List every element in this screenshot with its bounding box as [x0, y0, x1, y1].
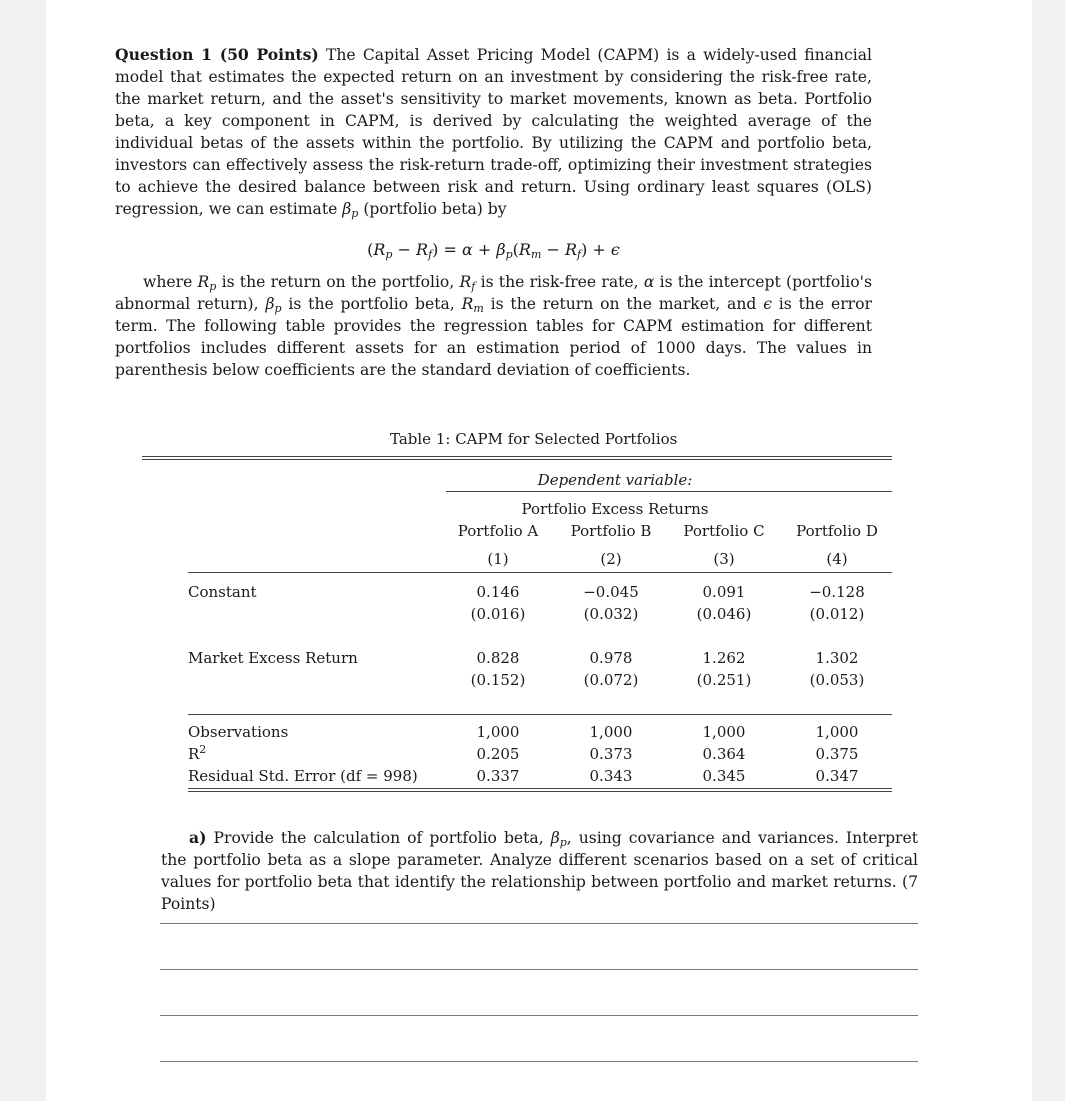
market-se-d: (0.053) [809, 671, 865, 689]
bp-symbol [265, 295, 281, 313]
where-6: is the return on the market, and [490, 295, 757, 313]
eq-r3: R [518, 240, 531, 259]
part-a-beta: β [550, 829, 560, 847]
rf-symbol [460, 273, 476, 291]
dependent-variable-label: Dependent variable: [537, 471, 693, 489]
eq-minus: − [392, 240, 417, 259]
rse-a: 0.337 [476, 767, 520, 785]
r2-b: 0.373 [589, 745, 633, 763]
where-4: is the intercept (portfolio's abnormal return), [115, 273, 872, 313]
bottom-rule-2 [188, 791, 892, 792]
eq-sub-p2: p [505, 248, 513, 261]
obs-c: 1,000 [702, 723, 746, 741]
obs-d: 1,000 [815, 723, 859, 741]
where-1: where [143, 273, 193, 291]
rse-b: 0.343 [589, 767, 633, 785]
part-a-text-1: Provide the calculation of portfolio beta, [206, 829, 544, 847]
eq-sub-f2: f [577, 248, 582, 261]
answer-line-2[interactable] [160, 969, 918, 970]
part-a-question [161, 827, 918, 915]
market-coef-c: 1.262 [702, 649, 746, 667]
col-header-c: Portfolio C [683, 522, 765, 540]
constant-coef-c: 0.091 [702, 583, 746, 601]
question-title: Question 1 (50 Points) [115, 45, 319, 64]
answer-line-3[interactable] [160, 1015, 918, 1016]
eq-paren2: ( [512, 240, 519, 259]
where-3: is the risk-free rate, [480, 273, 639, 291]
market-se-a: (0.152) [470, 671, 526, 689]
part-a-text-2: , using covariance and variances. Interpret the portfolio beta as a slope parameter. Analyze different scenarios based on a set of critical values for portfolio beta that identify the relationship between portfolio and market returns. (7 Points) [161, 829, 919, 913]
eq-r4: R [564, 240, 578, 259]
constant-se-c: (0.046) [696, 605, 752, 623]
market-coef-b: 0.978 [589, 649, 633, 667]
bottom-rule-1 [188, 788, 892, 789]
dep-var-rule [446, 491, 892, 492]
eq-r: R [373, 240, 386, 259]
eq-paren: ( [367, 240, 374, 259]
table-caption: Table 1: CAPM for Selected Portfolios [390, 430, 678, 448]
where-paragraph [115, 271, 872, 381]
rp-r: R [197, 273, 210, 291]
eq-close-plus: ) + [581, 240, 611, 259]
eq-minus2: − [541, 240, 565, 259]
part-a-label: a) [189, 828, 207, 847]
row-label-rse: Residual Std. Error (df = 998) [188, 767, 418, 785]
rf-r: R [459, 273, 472, 291]
eq-eps: ϵ [610, 240, 620, 259]
constant-coef-d: −0.128 [809, 583, 865, 601]
col-num-1: (1) [487, 550, 509, 568]
capm-equation [115, 240, 872, 259]
constant-se-b: (0.032) [583, 605, 639, 623]
r2-d: 0.375 [815, 745, 859, 763]
eq-r2: R [416, 240, 429, 259]
stats-rule [188, 714, 892, 715]
top-rule-1 [142, 456, 892, 457]
beta-p-symbol [342, 200, 358, 218]
row-label-market: Market Excess Return [188, 649, 358, 667]
eq-sub-m: m [530, 248, 542, 261]
eq-alpha: α [461, 240, 473, 259]
row-label-constant: Constant [188, 583, 257, 601]
market-coef-d: 1.302 [815, 649, 859, 667]
rm-symbol [462, 295, 484, 313]
rp-symbol [198, 273, 217, 291]
alpha-symbol: α [643, 273, 655, 291]
col-num-4: (4) [826, 550, 848, 568]
row-label-r2 [188, 745, 206, 763]
market-coef-a: 0.828 [476, 649, 520, 667]
where-5: is the portfolio beta, [288, 295, 455, 313]
eq-sub-f: f [428, 248, 433, 261]
header-rule [188, 572, 892, 573]
intro-paragraph [115, 44, 872, 220]
rp-sub: p [209, 280, 217, 293]
col-header-d: Portfolio D [796, 522, 878, 540]
where-7: is the error term. The following table provides the regression tables for CAPM estimation for different portfolios includes different assets for an estimation period of 1000 days. The values in parenthesis below coefficients are the standard deviation of coefficients. [115, 295, 872, 379]
dependent-variable-name: Portfolio Excess Returns [521, 500, 709, 518]
obs-b: 1,000 [589, 723, 633, 741]
market-se-b: (0.072) [583, 671, 639, 689]
col-num-2: (2) [600, 550, 622, 568]
eq-beta: β [496, 240, 506, 259]
answer-line-1[interactable] [160, 923, 918, 924]
eps-symbol: ϵ [763, 295, 772, 313]
top-rule-2 [142, 459, 892, 460]
market-se-c: (0.251) [696, 671, 752, 689]
eq-sub-p: p [385, 248, 393, 261]
rf-sub: f [471, 280, 476, 293]
row-label-observations: Observations [188, 723, 289, 741]
question-content [115, 44, 872, 381]
col-header-b: Portfolio B [570, 522, 652, 540]
constant-coef-b: −0.045 [583, 583, 639, 601]
eq-equals: ) = [432, 240, 462, 259]
rse-c: 0.345 [702, 767, 746, 785]
part-a-sub-p: p [559, 836, 567, 849]
answer-line-4[interactable] [160, 1061, 918, 1062]
r2-c: 0.364 [702, 745, 746, 763]
intro-tail: (portfolio beta) by [363, 200, 507, 218]
r2-a: 0.205 [476, 745, 520, 763]
rm-r: R [461, 295, 474, 313]
col-header-a: Portfolio A [457, 522, 539, 540]
obs-a: 1,000 [476, 723, 520, 741]
bp-sub: p [274, 302, 282, 315]
constant-se-a: (0.016) [470, 605, 526, 623]
intro-text: The Capital Asset Pricing Model (CAPM) is a widely-used financial model that estimates the expected return on an investment by considering the risk-free rate, the market return, and the asset's sensitivity to market movements, known as beta. Portfolio beta, a key component in CAPM, is derived by calculating the weighted average of the individual betas of the assets within the portfolio. By utilizing the CAPM and portfolio beta, investors can effectively assess the risk-return trade-off, optimizing their investment strategies to achieve the desired balance between risk and return. Using ordinary least squares (OLS) regression, we can estimate [115, 46, 873, 218]
sub-p: p [351, 207, 359, 220]
r2-label-text: R [188, 745, 200, 763]
constant-se-d: (0.012) [809, 605, 865, 623]
rse-d: 0.347 [815, 767, 859, 785]
beta-glyph: β [342, 200, 352, 218]
col-num-3: (3) [713, 550, 735, 568]
rm-sub: m [473, 302, 484, 315]
r2-superscript: 2 [199, 743, 207, 756]
where-2: is the return on the portfolio, [221, 273, 455, 291]
part-a-beta-symbol [551, 829, 567, 847]
constant-coef-a: 0.146 [476, 583, 520, 601]
eq-plus: + [472, 240, 497, 259]
bp-beta: β [265, 295, 275, 313]
